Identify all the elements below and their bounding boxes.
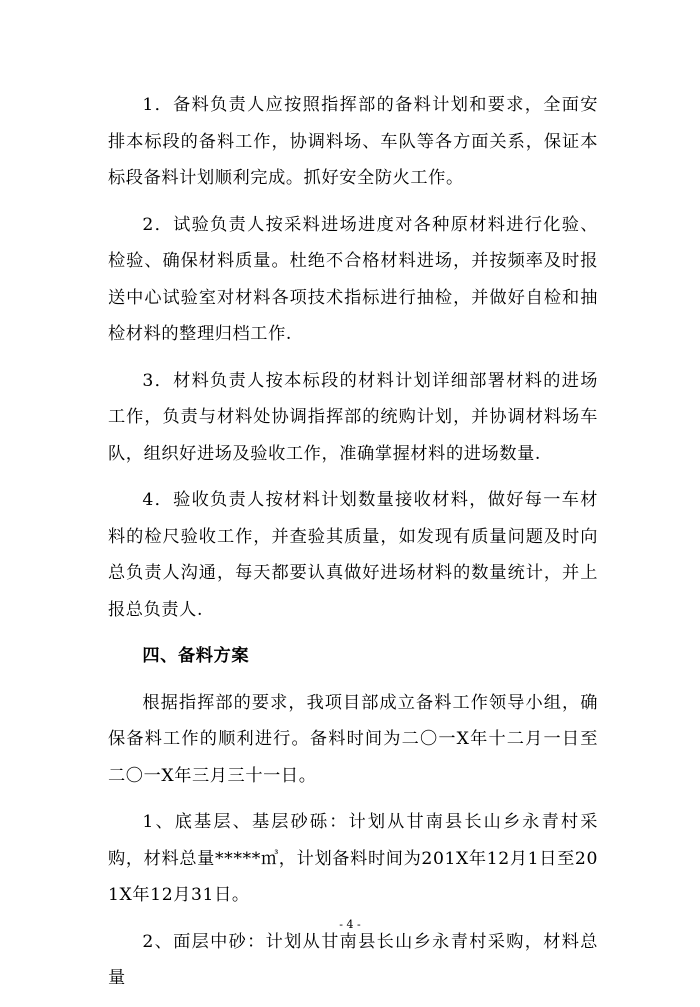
section-heading: 四、备料方案 [142,646,250,666]
document-body [108,87,598,1007]
paragraph-subbase-gravel: 1、底基层、基层砂砾：计划从甘南县长山乡永青村采购，材料总量*****㎥，计划备料时间为201X年12月1日至201X年12月31日。 [108,812,598,905]
paragraph-item-3: 3．材料负责人按本标段的材料计划详细部署材料的进场工作，负责与材料处协调指挥部的统购计划，并协调材料场车队，组织好进场及验收工作，准确掌握材料的进场数量. [108,370,598,464]
paragraph-intro: 根据指挥部的要求，我项目部成立备料工作领导小组，确保备料工作的顺利进行。备料时间为二〇一X年十二月一日至二〇一X年三月三十一日。 [108,692,598,786]
paragraph-item-4: 4．验收负责人按材料计划数量接收材料，做好每一车材料的检尺验收工作，并查验其质量，如发现有质量问题及时向总负责人沟通，每天都要认真做好进场材料的数量统计，并上报总负责人. [108,490,598,620]
paragraph-surface-sand: 2、面层中砂：计划从甘南县长山乡永青村采购，材料总量 [108,931,598,988]
page-number: - 4 - [339,918,361,931]
paragraph-item-1: 1．备料负责人应按照指挥部的备料计划和要求，全面安排本标段的备料工作，协调料场、车队等各方面关系，保证本标段备料计划顺利完成。抓好安全防火工作。 [108,95,598,188]
paragraph-item-2: 2．试验负责人按采料进场进度对各种原材料进行化验、检验、确保材料质量。杜绝不合格材料进场，并按频率及时报送中心试验室对材料各项技术指标进行抽检，并做好自检和抽检材料的整理归档工作. [108,214,598,344]
